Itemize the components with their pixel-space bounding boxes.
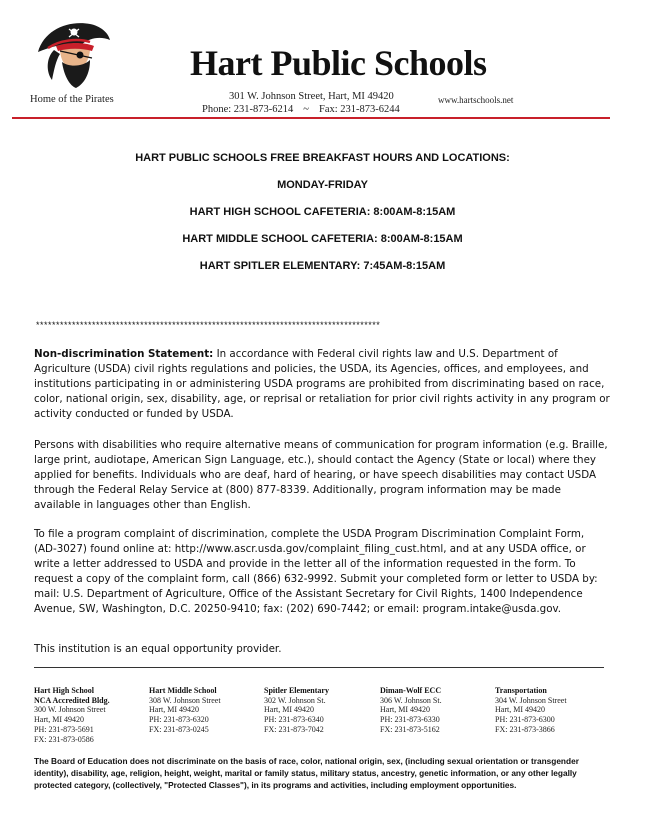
- school-name: Hart Public Schools: [190, 43, 487, 83]
- building-street: 306 W. Johnson St.: [380, 695, 442, 705]
- phone: Phone: 231-873-6214: [202, 104, 294, 115]
- building-fax: FX: 231-873-5162: [380, 724, 440, 734]
- statement-text: In accordance with Federal civil rights law and U.S. Department of Agriculture (USDA) civil rights regulations and policies, the USDA, its Agencies, offices, and employees, and institutions participating in or administering USDA programs are prohibited from discriminating based on race, color, national origin, sex, disability, age, or reprisal or retaliation for prior civil rights activity in any program or activity conducted or funded by USDA.: [34, 348, 610, 420]
- building-phone: PH: 231-873-6340: [264, 715, 324, 725]
- location-middle-school: HART MIDDLE SCHOOL CAFETERIA: 8:00AM-8:15AM: [182, 233, 463, 245]
- letterhead: [0, 0, 645, 120]
- building-fax: FX: 231-873-0245: [149, 724, 209, 734]
- breakfast-hours: [0, 151, 645, 286]
- building-name: Transportation: [495, 686, 547, 695]
- complaint-paragraph: To file a program complaint of discrimination, complete the USDA Program Discrimination Complaint Form, (AD-3027) found online at: http://www.ascr.usda.gov/complaint_filing_cust.html, and at any USDA office, or write a letter addressed to USDA and provide in the letter all of the information requested in the form. To request a copy of the complaint form, call (866) 632-9992. Submit your completed form or letter to USDA by: mail: U.S. Department of Agriculture, Office of the Assistant Secretary for Civil Rights, 1400 Independence Avenue, SW, Washington, D.C. 20250-9410; fax: (202) 690-7442; or email: program.intake@usda.gov.: [34, 528, 598, 615]
- building-phone: PH: 231-873-5691: [34, 724, 94, 734]
- address: 301 W. Johnson Street, Hart, MI 49420: [229, 91, 394, 102]
- fax: Fax: 231-873-6244: [318, 104, 400, 115]
- statement-heading: Non-discrimination Statement:: [34, 348, 214, 360]
- building-phone: PH: 231-873-6300: [495, 715, 555, 725]
- building-city: Hart, MI 49420: [264, 705, 314, 715]
- phone-fax-line: [202, 104, 400, 115]
- building-phone: PH: 231-873-6320: [149, 715, 209, 725]
- hours-title: HART PUBLIC SCHOOLS FREE BREAKFAST HOURS AND LOCATIONS:: [135, 152, 510, 164]
- building-city: Hart, MI 49420: [495, 705, 545, 715]
- building-phone: PH: 231-873-6330: [380, 715, 440, 725]
- building-street: 308 W. Johnson Street: [149, 695, 221, 705]
- building-name: Hart Middle School: [149, 686, 217, 695]
- building-diman-wolf-ecc: [380, 686, 442, 735]
- location-spitler-elementary: HART SPITLER ELEMENTARY: 7:45AM-8:15AM: [199, 260, 446, 272]
- header-divider: [12, 117, 610, 119]
- board-statement: The Board of Education does not discriminate on the basis of race, color, national origin, sex, (including sexual orientation or transgender identity), disability, age, religion, height, weight, marital or family status, military status, ancestry, genetic information, or any other legally protected category, (collectively, "Protected Classes"), in its programs and activities, including employment opportunities.: [34, 756, 579, 790]
- building-name: Spitler Elementary: [264, 686, 329, 695]
- star-divider: **************************************************************************************: [36, 320, 381, 330]
- building-street: 300 W. Johnson Street: [34, 705, 106, 715]
- separator: ~: [303, 104, 309, 115]
- building-middle-school: [149, 686, 221, 735]
- building-high-school: [34, 686, 110, 744]
- pirate-head-logo-icon: [34, 18, 114, 90]
- building-fax: FX: 231-873-7042: [264, 724, 324, 734]
- building-street: 302 W. Johnson St.: [264, 695, 326, 705]
- building-city: Hart, MI 49420: [34, 715, 84, 725]
- building-fax: FX: 231-873-3866: [495, 724, 555, 734]
- footer-divider: [34, 667, 604, 668]
- building-city: Hart, MI 49420: [149, 705, 199, 715]
- building-transportation: [495, 686, 567, 735]
- hours-days: MONDAY-FRIDAY: [277, 179, 368, 191]
- building-fax: FX: 231-873-0586: [34, 734, 94, 744]
- tagline: Home of the Pirates: [30, 94, 114, 105]
- building-name: Diman-Wolf ECC: [380, 686, 442, 695]
- disabilities-paragraph: Persons with disabilities who require alternative means of communication for program information (e.g. Braille, large print, audiotape, American Sign Language, etc.), should contact the Agency (State or local) where they applied for benefits. Individuals who are deaf, hard of hearing, or have speech disabilities may contact USDA through the Federal Relay Service at (800) 877-8339. Additionally, program information may be made available in languages other than English.: [34, 439, 608, 511]
- building-spitler-elementary: [264, 686, 329, 735]
- equal-opportunity-line: This institution is an equal opportunity provider.: [34, 643, 282, 655]
- building-note: NCA Accredited Bldg.: [34, 695, 110, 705]
- non-discrimination-paragraph: [34, 347, 610, 422]
- building-name: Hart High School: [34, 686, 95, 695]
- website-link[interactable]: www.hartschools.net: [438, 95, 514, 105]
- building-city: Hart, MI 49420: [380, 705, 430, 715]
- location-high-school: HART HIGH SCHOOL CAFETERIA: 8:00AM-8:15AM: [189, 206, 456, 218]
- building-street: 304 W. Johnson Street: [495, 695, 567, 705]
